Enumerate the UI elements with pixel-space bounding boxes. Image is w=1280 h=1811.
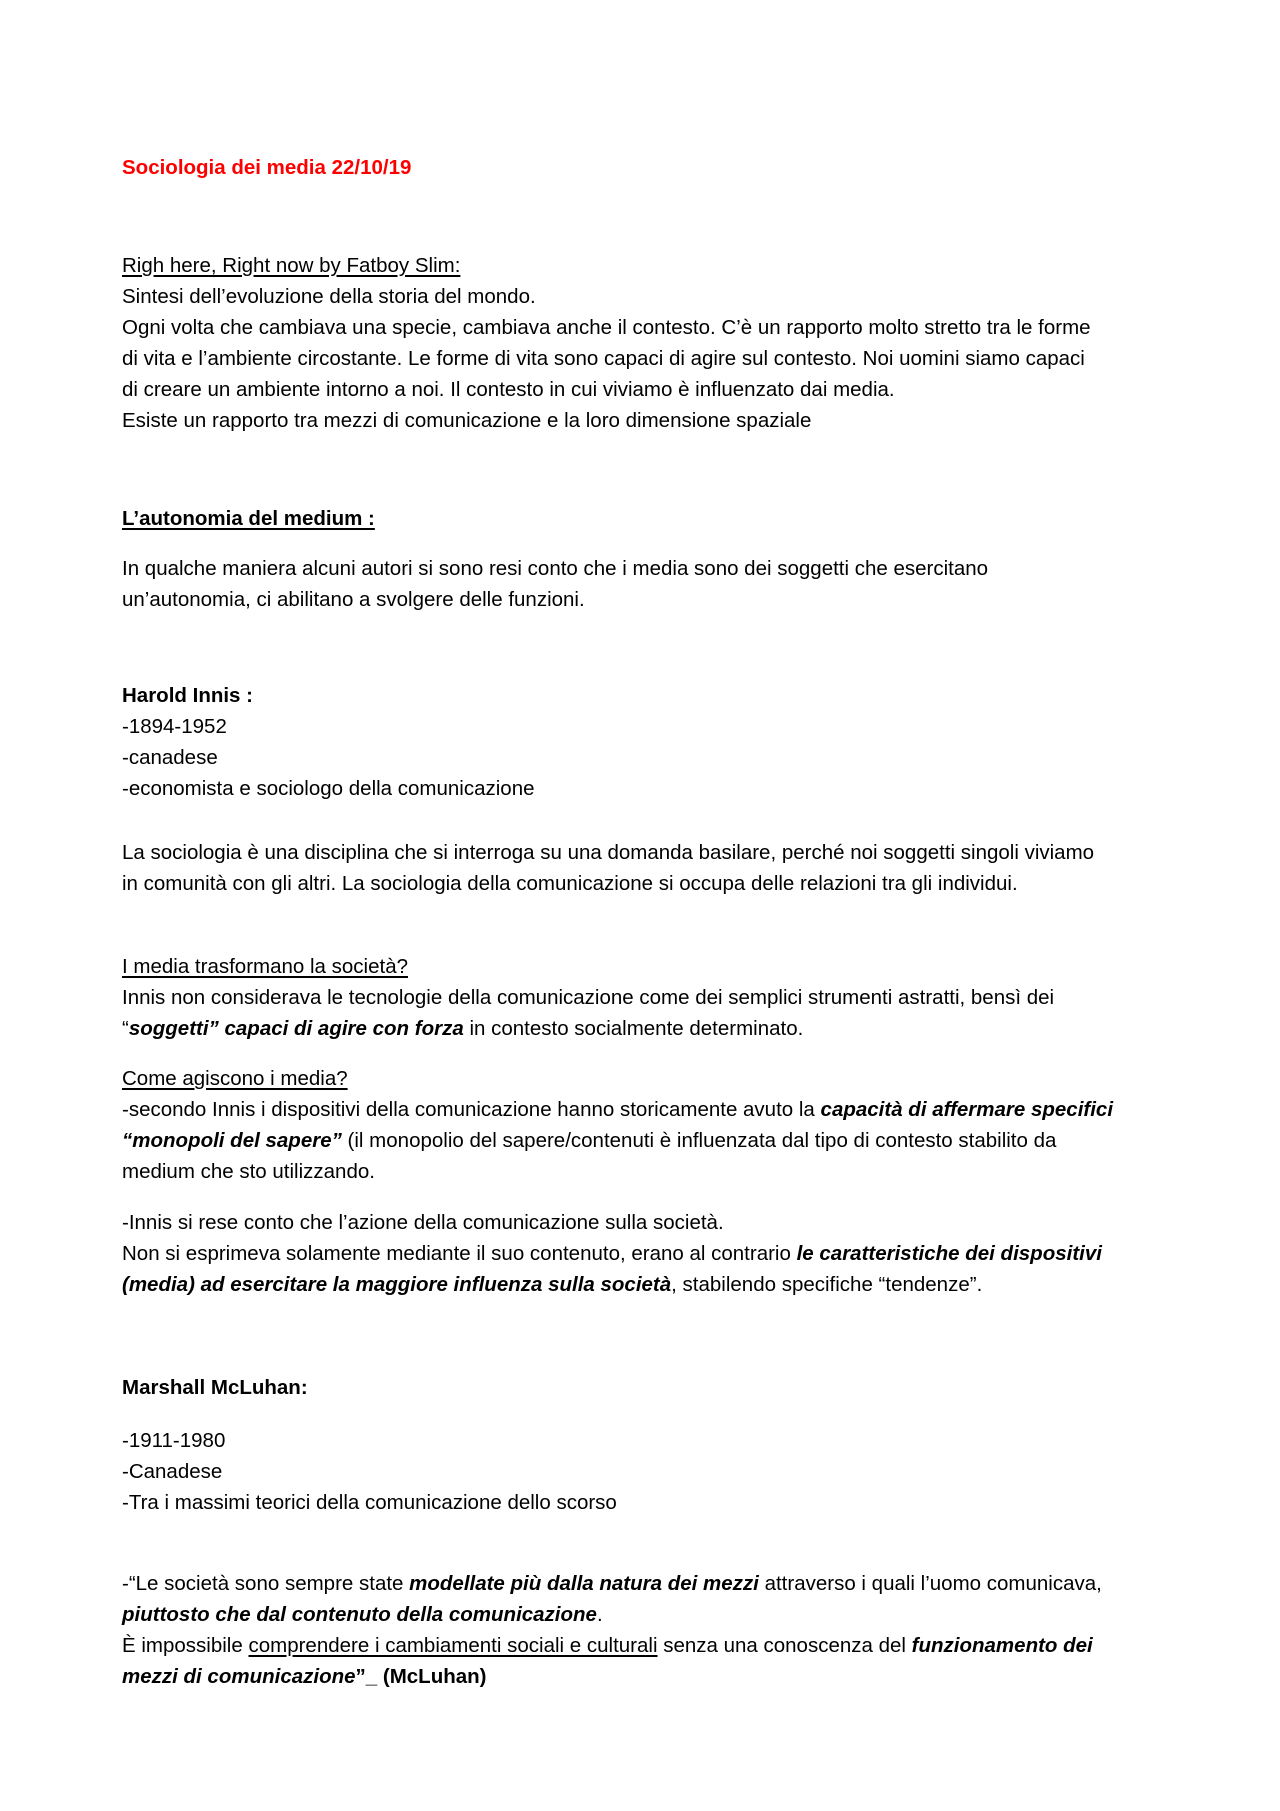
- innis-heading: Harold Innis :: [122, 684, 253, 707]
- sociologia-paragraph: [122, 837, 1172, 899]
- quote-line: [122, 1568, 1172, 1599]
- text-run: -“Le società sono sempre state: [122, 1572, 410, 1595]
- trasformano-line: Innis non considerava le tecnologie della comunicazione come dei semplici strumenti astratti, bensì dei: [122, 986, 1055, 1009]
- trasformano-heading: I media trasformano la società?: [122, 955, 408, 978]
- underlined-text: comprendere i cambiamenti sociali e culturali: [248, 1634, 658, 1657]
- mcluhan-fact: -Tra i massimi teorici della comunicazione dello scorso: [122, 1491, 617, 1514]
- emphasis-text: soggetti” capaci di agire con forza: [128, 1017, 464, 1040]
- emphasis-text: (media) ad esercitare la maggiore influenza sulla società: [122, 1273, 672, 1296]
- intro-line: Ogni volta che cambiava una specie, cambiava anche il contesto. C’è un rapporto molto stretto tra le forme: [122, 316, 1091, 339]
- innis-fact: -canadese: [122, 746, 218, 769]
- autonomia-heading: L’autonomia del medium :: [122, 507, 375, 530]
- text-run: senza una conoscenza del: [657, 1634, 912, 1657]
- text-run: in contesto socialmente determinato.: [463, 1017, 804, 1040]
- intro-section: [122, 250, 1172, 436]
- quote-line: [122, 1661, 1172, 1692]
- agiscono-line: medium che sto utilizzando.: [122, 1160, 375, 1183]
- innis-fact: -1894-1952: [122, 715, 227, 738]
- text-run: -secondo Innis i dispositivi della comunicazione hanno storicamente avuto la: [122, 1098, 821, 1121]
- trasformano-line: [122, 1013, 1172, 1044]
- mcluhan-fact: -Canadese: [122, 1460, 223, 1483]
- emphasis-text: “monopoli del sapere”: [122, 1129, 342, 1152]
- azione-section: [122, 1207, 1172, 1300]
- text-run: “: [122, 1017, 129, 1040]
- azione-line: [122, 1269, 1172, 1300]
- emphasis-text: capacità di affermare specifici: [820, 1098, 1114, 1121]
- quote-attribution: ”_ (McLuhan): [355, 1665, 487, 1688]
- trasformano-section: [122, 951, 1172, 1044]
- mcluhan-fact: -1911-1980: [122, 1429, 226, 1452]
- mcluhan-heading: Marshall McLuhan:: [122, 1376, 308, 1399]
- innis-section: [122, 680, 1172, 804]
- autonomia-text: [122, 553, 1172, 615]
- sociologia-line: La sociologia è una disciplina che si interroga su una domanda basilare, perché noi soggetti singoli viviamo: [122, 841, 1095, 864]
- mcluhan-facts: [122, 1425, 1172, 1518]
- document-title-block: [122, 152, 1172, 183]
- azione-line: -Innis si rese conto che l’azione della comunicazione sulla società.: [122, 1211, 724, 1234]
- autonomia-line: un’autonomia, ci abilitano a svolgere delle funzioni.: [122, 588, 585, 611]
- intro-line: Esiste un rapporto tra mezzi di comunicazione e la loro dimensione spaziale: [122, 409, 812, 432]
- azione-line: [122, 1238, 1172, 1269]
- innis-fact: -economista e sociologo della comunicazione: [122, 777, 535, 800]
- emphasis-text: funzionamento dei: [911, 1634, 1093, 1657]
- quote-line: [122, 1630, 1172, 1661]
- agiscono-section: [122, 1063, 1172, 1187]
- text-run: È impossibile: [122, 1634, 249, 1657]
- autonomia-heading-block: [122, 503, 1172, 534]
- intro-line: Sintesi dell’evoluzione della storia del mondo.: [122, 285, 536, 308]
- agiscono-line: [122, 1094, 1172, 1125]
- document-title: Sociologia dei media 22/10/19: [122, 156, 412, 179]
- emphasis-text: le caratteristiche dei dispositivi: [796, 1242, 1102, 1265]
- agiscono-heading: Come agiscono i media?: [122, 1067, 348, 1090]
- mcluhan-quote: [122, 1568, 1172, 1692]
- text-run: attraverso i quali l’uomo comunicava,: [758, 1572, 1102, 1595]
- emphasis-text: mezzi di comunicazione: [122, 1665, 356, 1688]
- sociologia-line: in comunità con gli altri. La sociologia della comunicazione si occupa delle relazioni tra gli individui.: [122, 872, 1018, 895]
- intro-heading: Righ here, Right now by Fatboy Slim:: [122, 254, 461, 277]
- quote-line: [122, 1599, 1172, 1630]
- text-run: Non si esprimeva solamente mediante il suo contenuto, erano al contrario: [122, 1242, 797, 1265]
- emphasis-text: modellate più dalla natura dei mezzi: [409, 1572, 759, 1595]
- text-run: , stabilendo specifiche “tendenze”.: [671, 1273, 983, 1296]
- autonomia-line: In qualche maniera alcuni autori si sono resi conto che i media sono dei soggetti che esercitano: [122, 557, 989, 580]
- text-run: .: [596, 1603, 603, 1626]
- text-run: (il monopolio del sapere/contenuti è influenzata dal tipo di contesto stabilito da: [341, 1129, 1057, 1152]
- intro-line: di creare un ambiente intorno a noi. Il contesto in cui viviamo è influenzato dai media.: [122, 378, 895, 401]
- intro-line: di vita e l’ambiente circostante. Le forme di vita sono capaci di agire sul contesto. Noi uomini siamo capaci: [122, 347, 1085, 370]
- emphasis-text: piuttosto che dal contenuto della comunicazione: [122, 1603, 597, 1626]
- agiscono-line: [122, 1125, 1172, 1156]
- mcluhan-heading-block: [122, 1372, 1172, 1403]
